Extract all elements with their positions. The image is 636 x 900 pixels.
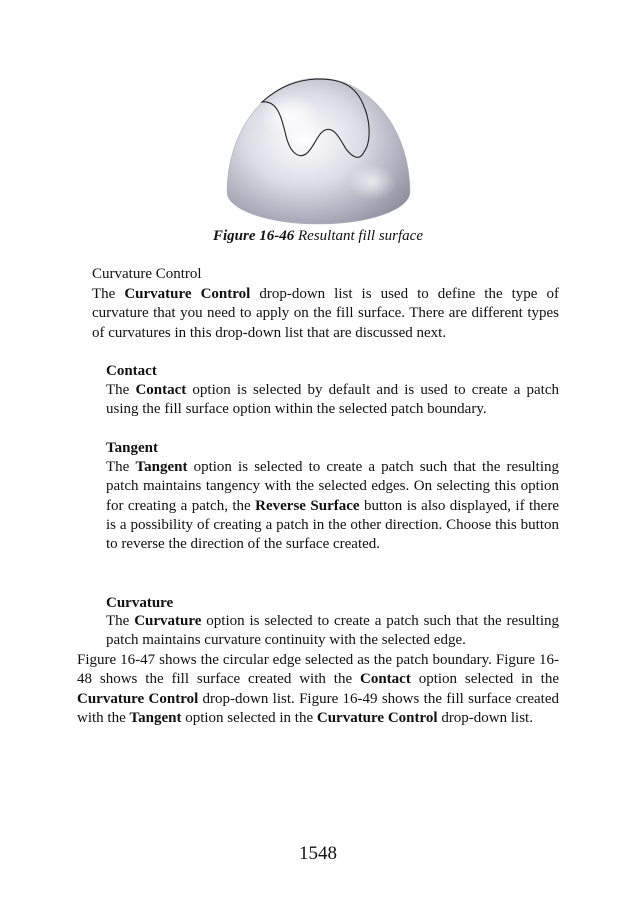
bold-term: Curvature Control [316, 709, 438, 726]
text-run: drop-down list is used to define the type of curvature that you need to apply on the fill surface. There are different types of curvatures in this drop-down list that are discussed next. [92, 286, 559, 341]
bold-term: Curvature Control [77, 690, 199, 707]
text-run: option selected in the [410, 671, 559, 688]
figure-caption-text: Resultant fill surface [298, 228, 423, 244]
text-run: The [106, 613, 135, 629]
text-run: option is selected to create a patch such that the resulting patch maintains tangency with the selected edges. On selecting this option for creating a patch, the [106, 459, 559, 514]
option-title-contact: Contact [106, 363, 157, 379]
text-run: The [106, 382, 136, 398]
bold-term: Tangent [135, 459, 188, 475]
text-run: The [106, 459, 136, 475]
text-run: Figure 16-47 shows the circular edge selected as the patch boundary. Figure 16-48 shows the fill surface created with the [77, 652, 559, 688]
text-run: drop-down list. [437, 709, 533, 726]
hemisphere-fill-surface-figure [222, 74, 412, 226]
hemisphere-surface [227, 78, 410, 224]
text-run: drop-down list. Figure 16-49 shows the fill surface created with the [77, 690, 559, 726]
option-body-contact [106, 381, 559, 420]
section-title: Curvature Control [92, 266, 202, 282]
section-intro [92, 285, 559, 343]
bold-term: Contact [360, 671, 411, 688]
option-title-tangent: Tangent [106, 440, 158, 456]
figure-number: Figure 16-46 [212, 228, 295, 244]
bold-term: Reverse Surface [255, 497, 360, 514]
text-run: option is selected to create a patch such that the resulting patch maintains curvature continuity with the selected edge. [106, 613, 559, 649]
bold-term: Curvature [134, 613, 202, 629]
text-run: The [92, 286, 125, 302]
option-body-tangent [106, 458, 559, 554]
option-body-curvature [106, 612, 559, 651]
text-run: button is also displayed, if there is a possibility of creating a patch in the other direction. Choose this button to reverse the direction of the surface created. [106, 497, 559, 553]
option-title-curvature: Curvature [106, 595, 174, 611]
figure-caption [0, 228, 636, 245]
surface-highlight-2 [348, 164, 396, 200]
text-run: option selected in the [181, 709, 317, 726]
bold-term: Tangent [129, 709, 182, 726]
bold-term: Contact [135, 382, 187, 398]
surface-highlight [260, 94, 320, 138]
page-number: 1548 [299, 843, 337, 864]
text-run: option is selected by default and is used to create a patch using the fill surface option within the selected patch boundary. [106, 382, 559, 418]
closing-paragraph [77, 651, 559, 728]
bold-term: Curvature Control [124, 286, 251, 302]
